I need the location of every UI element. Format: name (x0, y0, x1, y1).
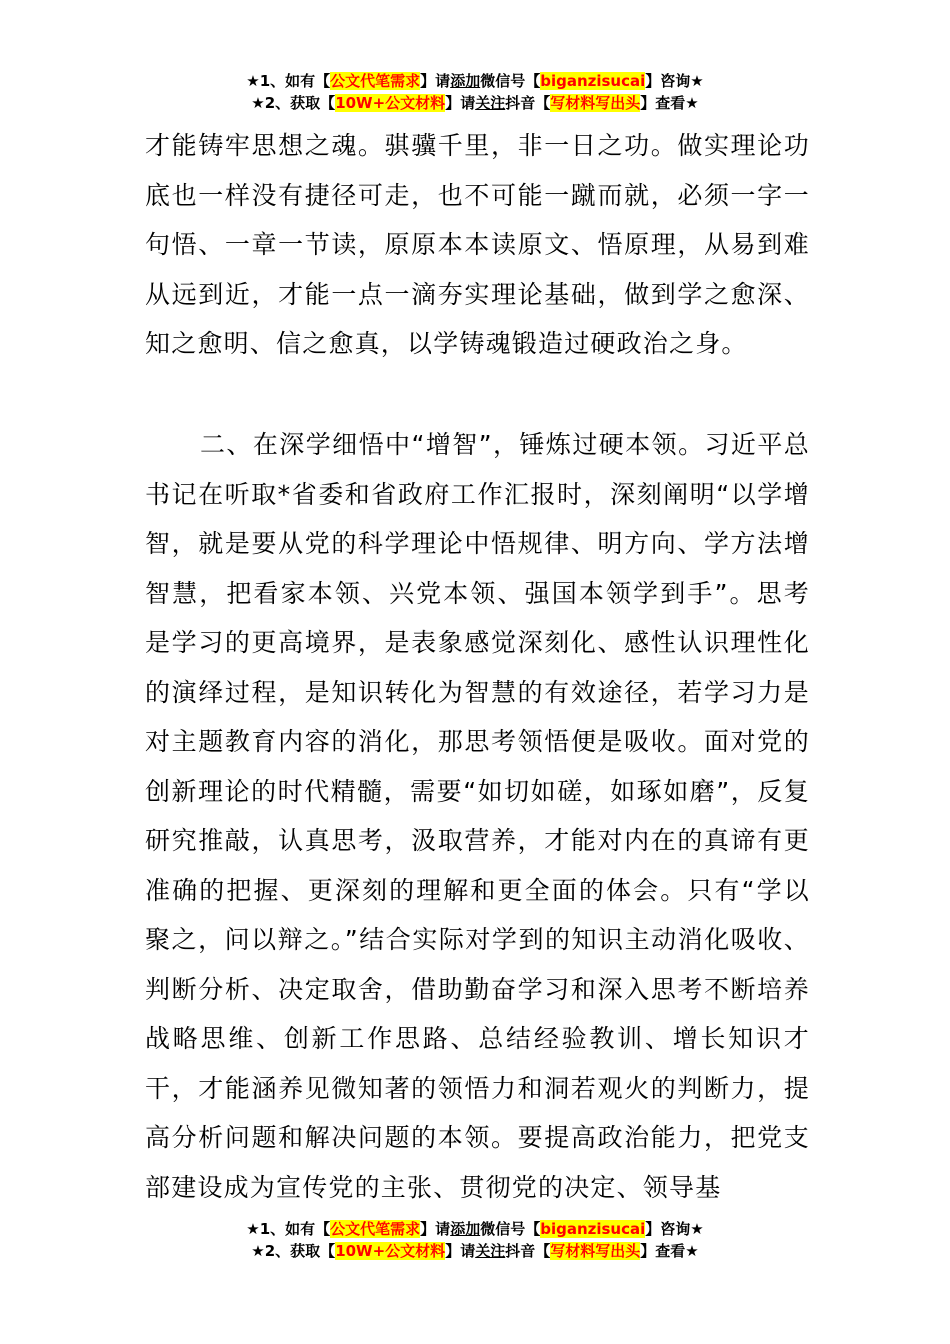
footer-line-2-suffix: 】查看★ (640, 1242, 699, 1260)
header-underlined-add: 添加 (450, 72, 481, 90)
header-highlight-ghostwriting: 公文代笔需求 (330, 72, 421, 90)
header-line-2-suffix: 】查看★ (640, 94, 699, 112)
footer-line-1-suffix: 】咨询★ (645, 1220, 704, 1238)
header-underlined-follow: 关注 (475, 94, 506, 112)
header-line-1 (0, 70, 950, 92)
header-line-2 (0, 92, 950, 114)
footer-underlined-add: 添加 (450, 1220, 481, 1238)
footer-line-2-prefix: ★2、获取【 (251, 1242, 336, 1260)
paragraph-section-two: 二、在深学细悟中“增智”，锤炼过硬本领。习近平总书记在听取*省委和省政府工作汇报时，深刻阐明“以学增智，就是要从党的科学理论中悟规律、明方向、学方法增智慧，把看家本领、兴党本领、强国本领学到手”。思考是学习的更高境界，是表象感觉深刻化、感性认识理性化的演绎过程，是知识转化为智慧的有效途径，若学习力是对主题教育内容的消化，那思考领悟便是吸收。面对党的创新理论的时代精髓，需要“如切如磋，如琢如磨”，反复研究推敲，认真思考，汲取营养，才能对内在的真谛有更准确的把握、更深刻的理解和更全面的体会。只有“学以聚之，问以辩之。”结合实际对学到的知识主动消化吸收、判断分析、决定取舍，借助勤奋学习和深入思考不断培养战略思维、创新工作思路、总结经验教训、增长知识才干，才能涵养见微知著的领悟力和洞若观火的判断力，提高分析问题和解决问题的本领。要提高政治能力，把党支部建设成为宣传党的主张、贯彻党的决定、领导基 (145, 430, 810, 1202)
header-line-2-text-2: 抖音【 (505, 94, 551, 112)
footer-highlight-ghostwriting: 公文代笔需求 (330, 1220, 421, 1238)
document-body-section-two (145, 420, 810, 1212)
footer-banner (0, 1218, 950, 1262)
paragraph-continued: 才能铸牢思想之魂。骐骥千里，非一日之功。做实理论功底也一样没有捷径可走，也不可能一蹴而就，必须一字一句悟、一章一节读，原原本本读原文、悟原理，从易到难从远到近，才能一点一滴夯实理论基础，做到学之愈深、知之愈明、信之愈真，以学铸魂锻造过硬政治之身。 (145, 131, 810, 358)
document-body-continued (145, 121, 810, 369)
footer-underlined-follow: 关注 (475, 1242, 506, 1260)
footer-line-1-prefix: ★1、如有【 (246, 1220, 331, 1238)
footer-highlight-douyin-account: 写材料写出头 (550, 1242, 641, 1260)
header-highlight-materials: 10W+公文材料 (335, 94, 446, 112)
header-line-1-text-2: 微信号【 (480, 72, 541, 90)
footer-highlight-wechat-id: biganzisucai (540, 1220, 646, 1238)
header-line-1-suffix: 】咨询★ (645, 72, 704, 90)
header-highlight-wechat-id: biganzisucai (540, 72, 646, 90)
footer-line-2-text: 】请 (445, 1242, 476, 1260)
footer-highlight-materials: 10W+公文材料 (335, 1242, 446, 1260)
footer-line-1 (0, 1218, 950, 1240)
header-banner (0, 70, 950, 114)
header-line-1-text: 】请 (420, 72, 451, 90)
header-line-2-prefix: ★2、获取【 (251, 94, 336, 112)
footer-line-1-text-2: 微信号【 (480, 1220, 541, 1238)
footer-line-1-text: 】请 (420, 1220, 451, 1238)
header-line-2-text: 】请 (445, 94, 476, 112)
footer-line-2-text-2: 抖音【 (505, 1242, 551, 1260)
footer-line-2 (0, 1240, 950, 1262)
header-line-1-prefix: ★1、如有【 (246, 72, 331, 90)
header-highlight-douyin-account: 写材料写出头 (550, 94, 641, 112)
